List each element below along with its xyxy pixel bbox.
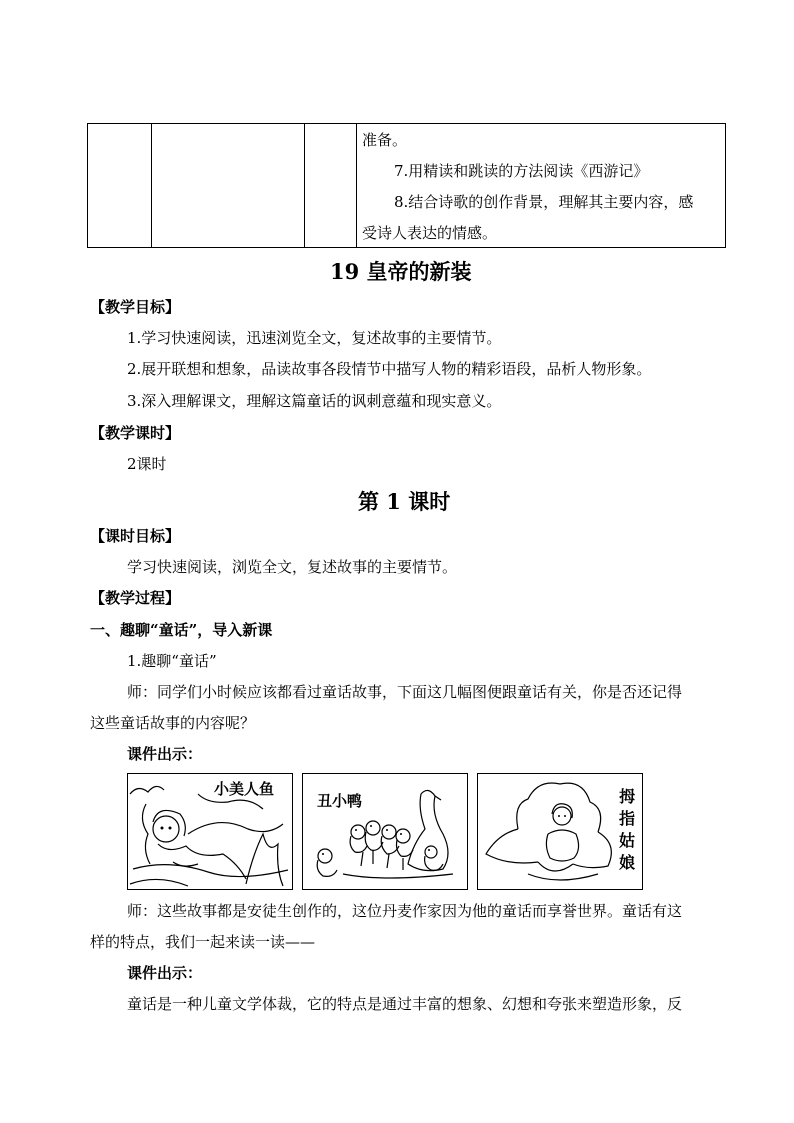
thumbelina-caption-char-4: 娘 xyxy=(618,853,635,872)
teacher-line-2b: 样的特点，我们一起来读一读—— xyxy=(90,933,316,951)
hours-heading: 【教学课时】 xyxy=(90,424,181,442)
teacher-line-1a: 师：同学们小时候应该都看过童话故事，下面这几幅图便跟童话有关，你是否还记得 xyxy=(127,683,683,701)
duckling-caption: 丑小鸭 xyxy=(317,792,363,810)
objective-2: 2.展开联想和想象，品读故事各段情节中描写人物的精彩语段，品析人物形象。 xyxy=(127,360,652,378)
table-line-3: 8.结合诗歌的创作背景，理解其主要内容，感 xyxy=(394,193,694,211)
objectives-heading: 【教学目标】 xyxy=(90,298,181,316)
table-cell-1 xyxy=(88,124,152,248)
table-cell-2 xyxy=(152,124,305,248)
period-goal: 学习快速阅读，浏览全文，复述故事的主要情节。 xyxy=(127,558,458,576)
lesson-title: 19 皇帝的新装 xyxy=(330,259,472,284)
duckling-illustration xyxy=(302,773,468,890)
table-cell-3 xyxy=(305,124,357,248)
thumbelina-illustration xyxy=(477,773,643,890)
teacher-line-2a: 师：这些故事都是安徒生创作的，这位丹麦作家因为他的童话而享誉世界。童话有这 xyxy=(127,902,683,920)
table-cell-content xyxy=(357,124,726,248)
table-line-2: 7.用精读和跳读的方法阅读《西游记》 xyxy=(394,162,649,180)
objective-3: 3.深入理解课文，理解这篇童话的讽刺意蕴和现实意义。 xyxy=(127,392,502,410)
mermaid-illustration xyxy=(127,773,293,890)
definition-line: 童话是一种儿童文学体裁，它的特点是通过丰富的想象、幻想和夸张来塑造形象，反 xyxy=(127,995,683,1013)
teacher-line-1b: 这些童话故事的内容呢？ xyxy=(90,714,256,732)
thumbelina-caption-char-1: 拇 xyxy=(618,787,635,806)
period-goal-heading: 【课时目标】 xyxy=(90,527,181,545)
process-heading: 【教学过程】 xyxy=(90,589,181,607)
step1-text: 1.趣聊“童话” xyxy=(127,652,217,670)
period-title: 第 1 课时 xyxy=(358,489,451,514)
thumbelina-caption xyxy=(618,786,636,874)
section1-heading: 一、趣聊“童话”，导入新课 xyxy=(90,621,273,639)
thumbelina-caption-char-3: 姑 xyxy=(618,831,635,850)
mermaid-caption: 小美人鱼 xyxy=(214,780,275,798)
courseware-label-2: 课件出示： xyxy=(127,964,203,982)
objective-1: 1.学习快速阅读，迅速浏览全文，复述故事的主要情节。 xyxy=(127,329,502,347)
courseware-label-1: 课件出示： xyxy=(127,745,203,763)
table-line-4: 受诗人表达的情感。 xyxy=(362,224,498,242)
hours-value: 2课时 xyxy=(127,455,167,473)
thumbelina-caption-char-2: 指 xyxy=(618,809,635,828)
table-line-1: 准备。 xyxy=(362,131,408,149)
curriculum-table xyxy=(87,123,726,248)
